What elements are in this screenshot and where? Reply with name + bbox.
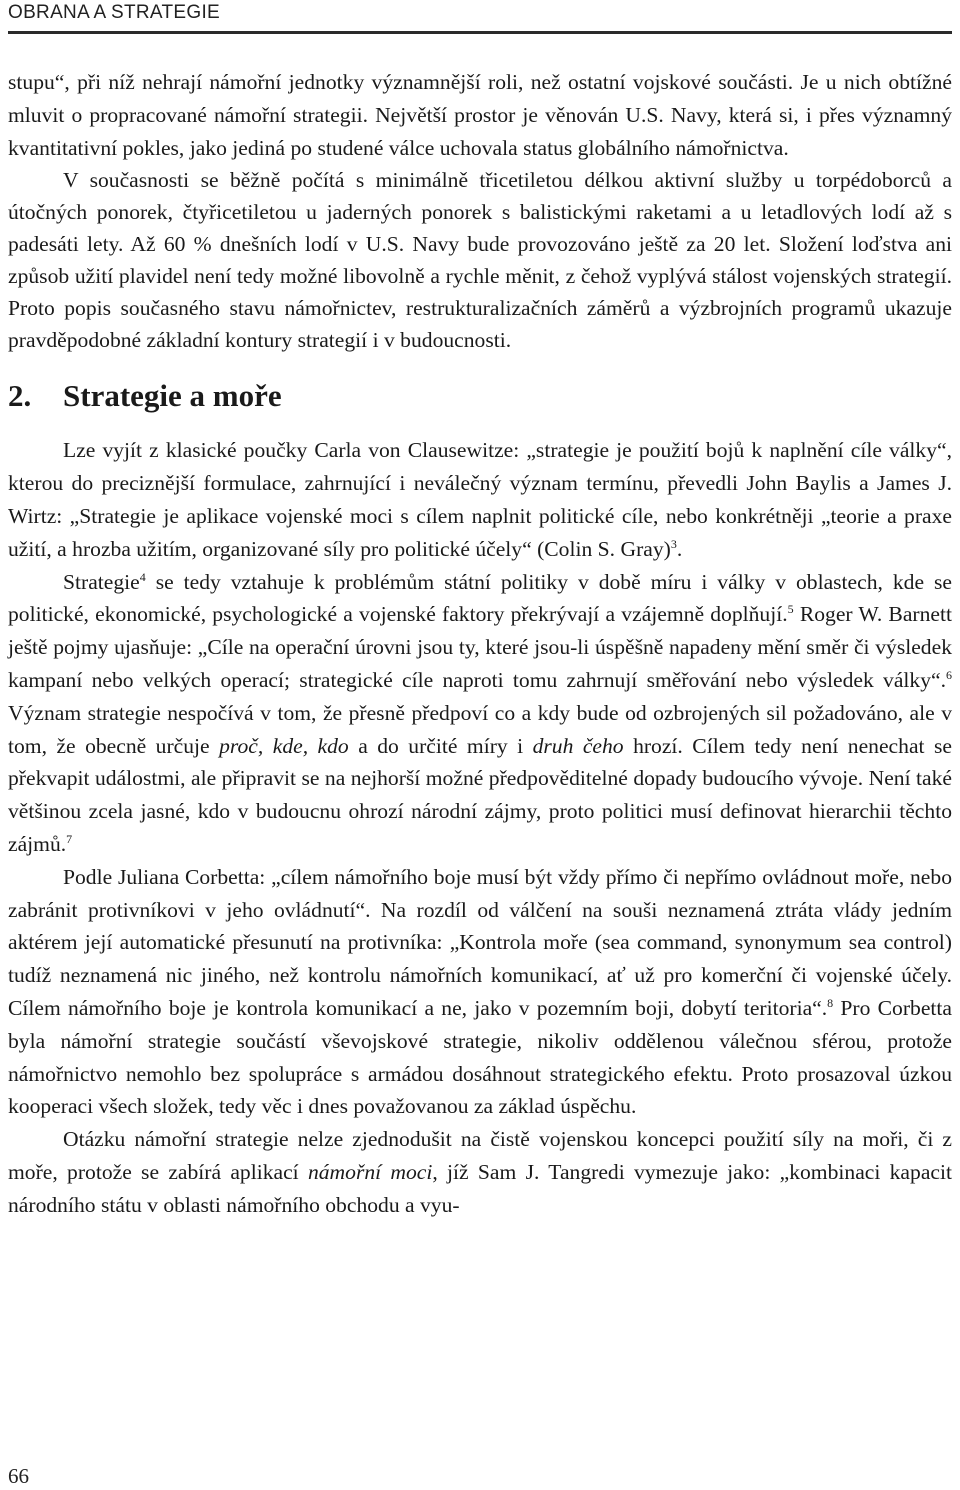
intro-paragraph: V současnosti se běžně počítá s minimálně třicetiletou délkou aktivní služby u torpédoborců a útočných ponorek, čtyřicetiletou u jaderných ponorek s balistickými raketami a u letadlových lodí až s padesáti lety. Až 60 % dnešních lodí v U.S. Navy bude provozováno ještě za 20 let. Složení loďstva ani způsob užití plavidel není tedy možné libovolně a rychle měnit, z čehož vyplývá stálost vojenských strategií. Proto popis současného stavu námořnictev, restrukturalizačních záměrů a výzbrojních programů ukazuje pravděpodobné základní kontury strategií i v budoucnosti. <box>8 168 952 353</box>
section-title: Strategie a moře <box>63 378 282 414</box>
running-header-title: OBRANA A STRATEGIE <box>8 2 220 23</box>
footnote-ref-4[interactable]: 4 <box>139 569 146 584</box>
body-paragraph-4 <box>8 1123 952 1221</box>
emphasis-why-where-who: proč, kde, kdo <box>219 733 349 758</box>
footnote-ref-6[interactable]: 6 <box>946 667 952 682</box>
body-paragraph-4-b: , jíž Sam J. Tangredi vymezuje jako: „kombinaci kapacit národního státu v oblasti námořního obchodu a vyu- <box>8 1159 952 1217</box>
footnote-ref-3[interactable]: 3 <box>670 536 677 551</box>
body-paragraph-2-c: Roger W. Barnett ještě pojmy ujasňuje: „Cíle na operační úrovni jsou ty, které jsou-li úspěšně napadeny mění směr či výsledek kampaní nebo velkých operací; strategické cíle naproti tomu zahrnují směřování nebo výsledek války“. <box>8 602 952 692</box>
footnote-ref-8[interactable]: 8 <box>827 995 834 1010</box>
intro-paragraph-continued: stupu“, při níž nehrají námořní jednotky významnější roli, než ostatní vojskové součásti. Je u nich obtížné mluvit o propracované námořní strategii. Největší prostor je věnován U.S. Navy, která si, i přes významný kvantitativní pokles, jako jediná po studené válce uchovala status globálního námořnictva. <box>8 70 952 160</box>
body-paragraph-3-b: Pro Corbetta byla námořní strategie součástí vševojskové strategie, nikoliv oddělenou válečnou sférou, protože námořnictvo nemohlo bez spolupráce s armádou dosáhnout strategického efektu. Proto prosazoval úzkou kooperaci všech složek, tedy věc i dnes považovanou za základ úspěchu. <box>8 995 952 1119</box>
body-paragraph-4-a: Otázku námořní strategie nelze zjednodušit na čistě vojenskou koncepci použití síly na moři, či z moře, protože se zabírá aplikací <box>8 1127 952 1184</box>
body-paragraph-2-b: se tedy vztahuje k problémům státní politiky v době míru i války v oblastech, kde se politické, ekonomické, psychologické a vojenské faktory překrývají a vzájemně doplňují. <box>8 569 952 627</box>
footnote-ref-5[interactable]: 5 <box>787 602 794 617</box>
footnote-ref-7[interactable]: 7 <box>66 831 73 846</box>
emphasis-naval-power: námořní moci <box>307 1159 433 1184</box>
body-paragraph-1 <box>8 434 952 565</box>
section-number: 2. <box>8 378 32 414</box>
section-heading <box>8 376 952 416</box>
page-number: 66 <box>8 1464 29 1488</box>
header-rule <box>8 31 952 34</box>
body-paragraph-3 <box>8 861 952 1123</box>
body-paragraph-1-text: Lze vyjít z klasické poučky Carla von Clausewitze: „strategie je použití bojů k naplnění cíle války“, kterou do preciznější formulace, zahrnující i neválečný význam termínu, převedli John Baylis a James J. Wirtz: „Strategie je aplikace vojenské moci s cílem naplnit politické cíle, nebo konkrétněji „teorie a praxe užití, a hrozba užitím, organizované síly pro politické účely“ (Colin S. Gray) <box>8 438 952 561</box>
body-paragraph-2-e: a do určité míry i <box>348 733 533 758</box>
body-paragraph-3-a: Podle Juliana Corbetta: „cílem námořního boje musí být vždy přímo či nepřímo ovládnout moře, nebo zabránit protivníkovi v jeho ovládnutí“. Na rozdíl od válčení na souši neznamená ztráta vlády jedním aktérem její automatické přesunutí na protivníka: „Kontrola moře (sea command, synonymum sea control) tudíž neznamená nic jiného, než kontrolu námořních komunikací, ať už pro komerční či vojenské účely. Cílem námořního boje je kontrola komunikací a ne, jako v pozemním boji, dobytí teritoria“. <box>8 864 952 1020</box>
emphasis-kind-of-what: druh čeho <box>532 733 624 758</box>
body-paragraph-2 <box>8 566 952 861</box>
page-content <box>8 66 952 1222</box>
body-paragraph-1-tail: . <box>676 536 683 561</box>
running-header <box>8 0 952 38</box>
body-paragraph-2-d: Význam strategie nespočívá v tom, že přesně předpoví co a kdy bude od ozbrojených sil požadováno, ale v tom, že obecně určuje <box>8 700 952 758</box>
body-paragraph-2-a: Strategie <box>63 569 140 594</box>
body-paragraph-2-f: hrozí. Cílem tedy není nenechat se překvapit událostmi, ale připravit se na nejhorší možné předpověditelné dopady budoucího vývoje. Není také většinou zcela jasné, kdo v budoucnu ohrozí národní zájmy, proto politici musí definovat hierarchii těchto zájmů. <box>8 733 952 856</box>
